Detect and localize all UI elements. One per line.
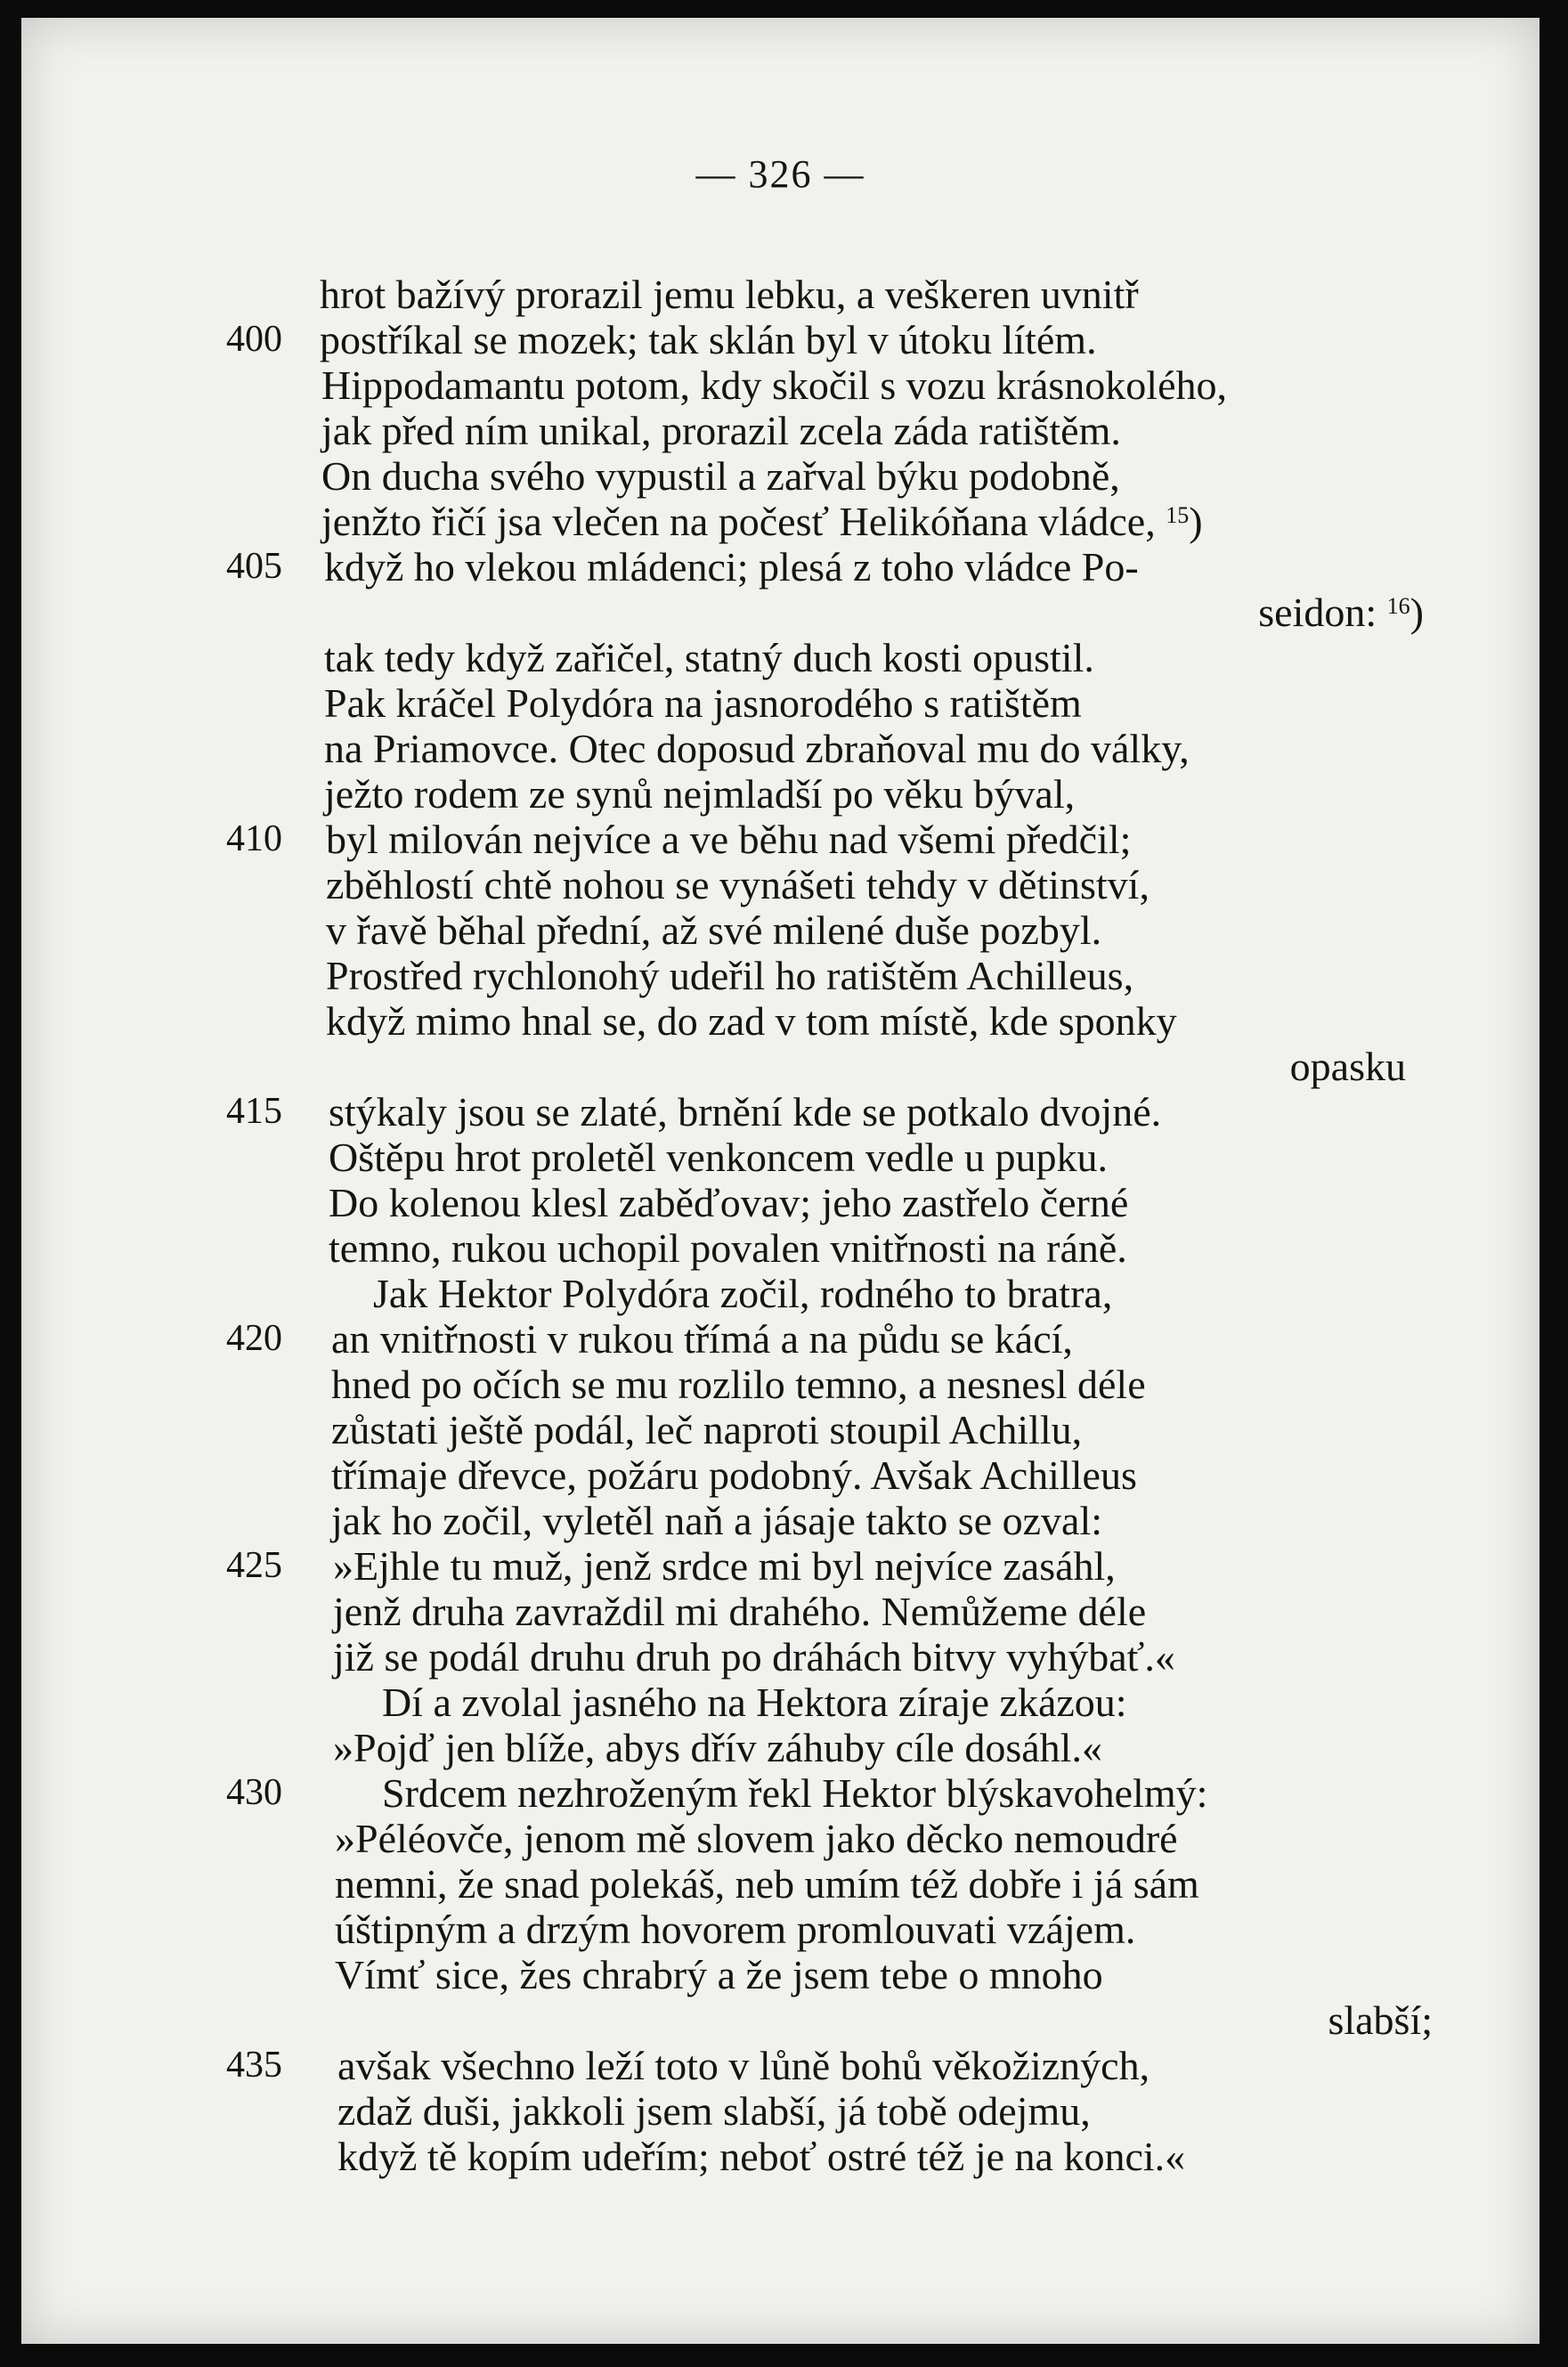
verse-line: když ho vlekou mládenci; plesá z toho vládce Po-: [324, 544, 1139, 590]
footnote-mark: 16: [1386, 593, 1410, 619]
footnote-mark: 15: [1166, 502, 1190, 528]
verse-line: Pak kráčel Polydóra na jasnorodého s ratištěm: [324, 680, 1082, 726]
verse-number: 405: [226, 546, 282, 587]
verse-line: jenž druha zavraždil mi drahého. Nemůžeme déle: [333, 1589, 1147, 1634]
verse-line: tak tedy když zařičel, statný duch kosti opustil.: [324, 635, 1094, 680]
verse-number: 415: [226, 1091, 282, 1132]
verse-line: hned po očích se mu rozlilo temno, a nesnesl déle: [331, 1362, 1146, 1407]
verse-line-text: jenžto řičí jsa vlečen na počesť Helikóňana vládce,: [321, 499, 1156, 544]
verse-line: an vnitřnosti v rukou třímá a na půdu se kácí,: [331, 1316, 1073, 1362]
verse-line: jenžto řičí jsa vlečen na počesť Helikóňana vládce, $^{15}$): [321, 499, 1203, 544]
verse-line: nemni, že snad polekáš, neb umím též dobře i já sám: [335, 1861, 1199, 1907]
verse-number: 410: [226, 818, 282, 859]
verse-line: zběhlostí chtě nohou se vynášeti tehdy v dětinství,: [326, 862, 1150, 907]
verse-number: 435: [226, 2045, 282, 2086]
verse-line-continuation: opasku: [1289, 1044, 1406, 1089]
verse-line: »Ejhle tu muž, jenž srdce mi byl nejvíce zasáhl,: [333, 1543, 1116, 1589]
page-number: — 326 —: [695, 152, 865, 196]
verse-line: postříkal se mozek; tak sklán byl v útoku lítém.: [320, 317, 1097, 362]
verse-line: na Priamovce. Otec doposud zbraňoval mu do války,: [324, 726, 1190, 771]
verse-line: Oštěpu hrot proletěl venkoncem vedle u pupku.: [329, 1135, 1109, 1180]
verse-line: Jak Hektor Polydóra zočil, rodného to bratra,: [373, 1271, 1113, 1316]
verse-line: Dí a zvolal jasného na Hektora zíraje zkázou:: [382, 1680, 1127, 1725]
verse-number: 425: [226, 1545, 282, 1586]
verse-line: byl milován nejvíce a ve běhu nad všemi předčil;: [326, 817, 1132, 862]
verse-line: když mimo hnal se, do zad v tom místě, kde sponky: [326, 998, 1177, 1044]
verse-line: ježto rodem ze synů nejmladší po věku býval,: [324, 771, 1076, 817]
verse-line: Hippodamantu potom, kdy skočil s vozu krásnokolého,: [321, 362, 1227, 408]
verse-line: avšak všechno leží toto v lůně bohů věkožizných,: [337, 2043, 1150, 2088]
verse-line: Srdcem nezhroženým řekl Hektor blýskavohelmý:: [382, 1770, 1208, 1816]
verse-line: Do kolenou klesl zaběďovav; jeho zastřelo černé: [329, 1180, 1129, 1225]
verse-line: třímaje dřevce, požáru podobný. Avšak Achilleus: [331, 1452, 1137, 1498]
verse-line-continuation: slabší;: [1328, 1997, 1433, 2043]
verse-line: stýkaly jsou se zlaté, brnění kde se potkalo dvojné.: [329, 1089, 1162, 1135]
verse-number: 420: [226, 1318, 282, 1359]
verse-line: jak ho zočil, vyletěl naň a jásaje takto se ozval:: [331, 1498, 1103, 1543]
verse-line-text: seidon:: [1258, 590, 1377, 635]
verse-text: [21, 18, 1540, 2344]
verse-line: úštipným a drzým hovorem promlouvati vzájem.: [335, 1907, 1136, 1952]
verse-line: »Péléovče, jenom mě slovem jako děcko nemoudré: [335, 1816, 1178, 1861]
verse-line: zdaž duši, jakkoli jsem slabší, já tobě odejmu,: [337, 2088, 1091, 2134]
verse-line: »Pojď jen blíže, abys dřív záhuby cíle dosáhl.«: [333, 1725, 1102, 1770]
verse-line-continuation: seidon: $^{16}$): [1258, 590, 1424, 635]
verse-line: On ducha svého vypustil a zařval býku podobně,: [321, 453, 1120, 499]
verse-number: 430: [226, 1772, 282, 1813]
verse-line: hrot bažívý prorazil jemu lebku, a veškeren uvnitř: [320, 272, 1139, 317]
verse-number: 400: [226, 319, 282, 360]
verse-line: v řavě běhal přední, až své milené duše pozbyl.: [326, 907, 1102, 953]
verse-line: temno, rukou uchopil povalen vnitřnosti na ráně.: [329, 1225, 1127, 1271]
verse-line: již se podál druhu druh po dráhách bitvy vyhýbať.«: [333, 1634, 1175, 1680]
book-page: [21, 18, 1540, 2344]
verse-line: zůstati ještě podál, leč naproti stoupil Achillu,: [331, 1407, 1083, 1452]
verse-line: Vímť sice, žes chrabrý a že jsem tebe o mnoho: [335, 1952, 1103, 1997]
verse-line: když tě kopím udeřím; neboť ostré též je na konci.«: [337, 2134, 1186, 2179]
verse-line: jak před ním unikal, prorazil zcela záda ratištěm.: [321, 408, 1121, 453]
verse-line: Prostřed rychlonohý udeřil ho ratištěm Achilleus,: [326, 953, 1134, 998]
